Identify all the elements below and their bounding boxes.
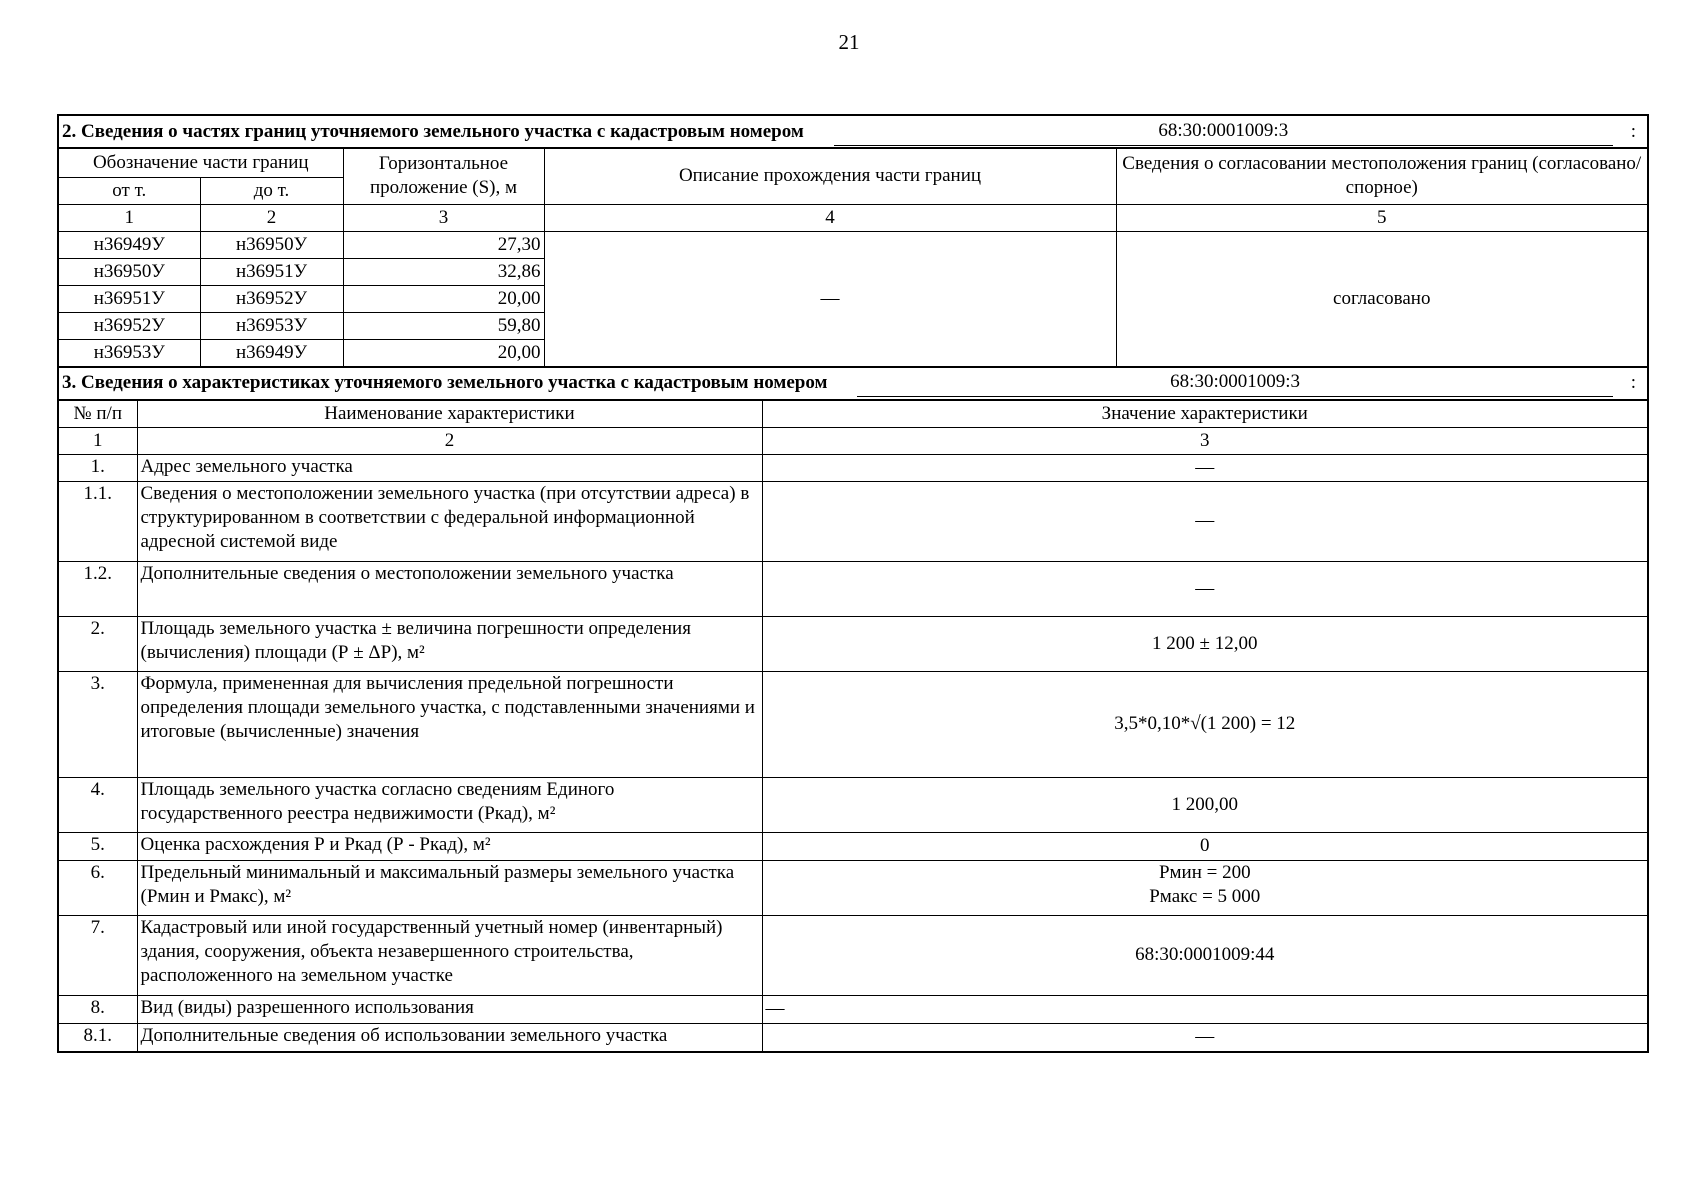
char-num: 7. [58, 915, 137, 995]
point-to: н36951У [200, 258, 343, 285]
point-to: н36950У [200, 231, 343, 258]
header-name: Наименование характеристики [137, 400, 762, 428]
char-name: Площадь земельного участка ± величина погрешности определения (вычисления) площади (Р ± ΔР), м² [137, 616, 762, 671]
segment-length: 59,80 [343, 312, 544, 339]
header-description: Описание прохождения части границ [544, 148, 1116, 204]
column-number: 3 [343, 204, 544, 231]
column-number: 1 [58, 427, 137, 454]
table-row [58, 777, 1648, 832]
column-number: 2 [137, 427, 762, 454]
column-numbers-row [58, 427, 1648, 454]
table-row [58, 995, 1648, 1023]
char-name: Формула, примененная для вычисления предельной погрешности определения площади земельного участка, с подставленными значениями и итоговые (вычисленные) значения [137, 671, 762, 777]
segment-length: 32,86 [343, 258, 544, 285]
section3-colon: : [1630, 372, 1637, 393]
point-to: н36952У [200, 285, 343, 312]
point-from: н36952У [58, 312, 200, 339]
max-size-value: Рмакс = 5 000 [1149, 885, 1261, 907]
char-name: Вид (виды) разрешенного использования [137, 995, 762, 1023]
header-to: до т. [200, 177, 343, 204]
char-name: Дополнительные сведения о местоположении земельного участка [137, 561, 762, 616]
section3-cadastral-number: 68:30:0001009:3 [857, 370, 1612, 397]
point-to: н36953У [200, 312, 343, 339]
table-row [58, 671, 1648, 777]
section2-title: 2. Сведения о частях границ уточняемого земельного участка с кадастровым номером [62, 120, 804, 142]
header-value: Значение характеристики [762, 400, 1648, 428]
char-num: 5. [58, 832, 137, 860]
char-num: 2. [58, 616, 137, 671]
header-num: № п/п [58, 400, 137, 428]
column-number: 3 [762, 427, 1648, 454]
char-value: — [762, 561, 1648, 616]
section2-title-cell [58, 115, 1648, 148]
char-num: 1.1. [58, 481, 137, 561]
char-num: 1. [58, 454, 137, 481]
point-from: н36953У [58, 339, 200, 367]
header-row [58, 400, 1648, 428]
segment-length: 20,00 [343, 285, 544, 312]
char-value: — [762, 995, 1648, 1023]
header-from: от т. [58, 177, 200, 204]
table-row [58, 561, 1648, 616]
char-name: Дополнительные сведения об использовании земельного участка [137, 1023, 762, 1052]
section2-cadastral-number: 68:30:0001009:3 [834, 119, 1613, 146]
min-size-value: Рмин = 200 [1158, 861, 1251, 883]
section2-colon: : [1630, 120, 1637, 142]
segment-length: 20,00 [343, 339, 544, 367]
point-from: н36950У [58, 258, 200, 285]
char-value: 68:30:0001009:44 [762, 915, 1648, 995]
column-number: 2 [200, 204, 343, 231]
table-row [58, 616, 1648, 671]
char-name: Кадастровый или иной государственный учетный номер (инвентарный) здания, сооружения, объекта незавершенного строительства, расположенного на земельном участке [137, 915, 762, 995]
char-value: 3,5*0,10*√(1 200) = 12 [762, 671, 1648, 777]
point-from: н36951У [58, 285, 200, 312]
table-row [58, 832, 1648, 860]
column-number: 1 [58, 204, 200, 231]
char-value: 1 200 ± 12,00 [762, 616, 1648, 671]
char-name: Оценка расхождения Р и Ркад (Р - Ркад), м² [137, 832, 762, 860]
char-value: — [762, 1023, 1648, 1052]
char-num: 1.2. [58, 561, 137, 616]
char-num: 8. [58, 995, 137, 1023]
table-row [58, 454, 1648, 481]
point-to: н36949У [200, 339, 343, 367]
char-name: Площадь земельного участка согласно сведениям Единого государственного реестра недвижимости (Ркад), м² [137, 777, 762, 832]
char-num: 4. [58, 777, 137, 832]
table-row [58, 915, 1648, 995]
section3-title: 3. Сведения о характеристиках уточняемого земельного участка с кадастровым номером [62, 372, 828, 393]
description-value: — [544, 231, 1116, 367]
char-value: — [762, 481, 1648, 561]
header-designation: Обозначение части границ [58, 148, 343, 177]
table-row [58, 1023, 1648, 1052]
char-num: 3. [58, 671, 137, 777]
section3-title-cell [58, 368, 1648, 400]
agreement-value: согласовано [1116, 231, 1648, 367]
char-name: Предельный минимальный и максимальный размеры земельного участка (Рмин и Рмакс), м² [137, 860, 762, 915]
char-num: 6. [58, 860, 137, 915]
char-value: — [762, 454, 1648, 481]
segment-length: 27,30 [343, 231, 544, 258]
char-value: 0 [762, 832, 1648, 860]
column-number: 5 [1116, 204, 1648, 231]
column-numbers-row [58, 204, 1648, 231]
char-num: 8.1. [58, 1023, 137, 1052]
column-number: 4 [544, 204, 1116, 231]
point-from: н36949У [58, 231, 200, 258]
table-row [58, 860, 1648, 915]
char-name: Сведения о местоположении земельного участка (при отсутствии адреса) в структурированном в соответствии с федеральной информационной адресной системой виде [137, 481, 762, 561]
char-value [762, 860, 1648, 915]
document-table [57, 114, 1647, 1053]
table-row [58, 481, 1648, 561]
header-agreement: Сведения о согласовании местоположения границ (согласовано/спорное) [1116, 148, 1648, 204]
table-row [58, 231, 1648, 258]
page-number: 21 [838, 30, 860, 54]
section2-table [57, 114, 1649, 368]
char-value: 1 200,00 [762, 777, 1648, 832]
section3-table [57, 368, 1649, 1054]
char-name: Адрес земельного участка [137, 454, 762, 481]
header-horizontal: Горизонтальное проложение (S), м [343, 148, 544, 204]
